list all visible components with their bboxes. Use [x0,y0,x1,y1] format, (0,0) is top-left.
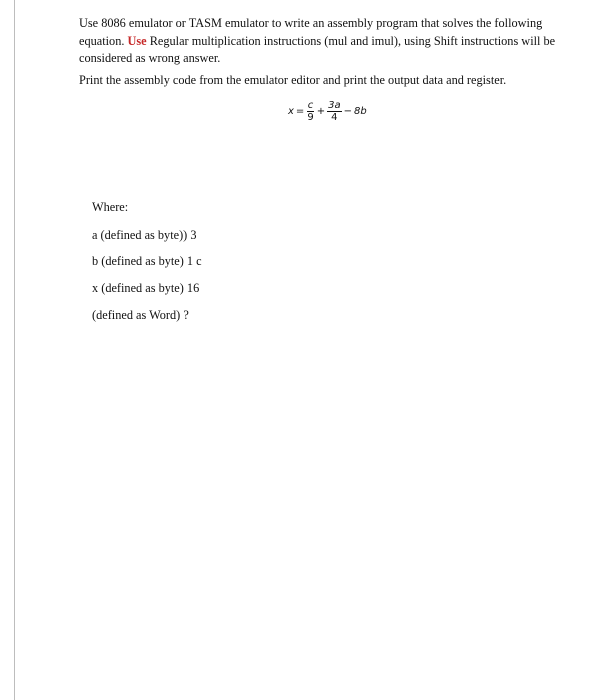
equation-plus: + [316,106,326,117]
equation-fraction-2 [327,100,342,123]
definition-b: b (defined as byte) 1 c [92,254,202,268]
fraction-2-denominator: 4 [331,112,338,123]
fraction-1-numerator: c [307,100,314,111]
fraction-2-numerator: 3a [328,100,341,111]
equation [288,100,367,123]
equation-minus: − [343,106,352,117]
intro-text-2: Regular multiplication instructions (mul and imul), using Shift instructions will be considered as wrong answer. [79,33,556,65]
intro-paragraph [79,15,579,68]
where-label: Where: [92,200,129,214]
definition-a: a (defined as byte)) 3 [92,228,197,242]
equation-equals: = [295,106,305,117]
print-instruction: Print the assembly code from the emulator editor and print the output data and register. [79,73,507,87]
equation-fraction-1 [306,100,314,123]
equation-term-3: 8b [353,106,367,117]
document-page [14,0,605,700]
intro-text-1: Use 8086 emulator or TASM emulator to write an assembly program that solves the following equation. [79,16,543,48]
definition-x: x (defined as byte) 16 [92,281,200,295]
intro-highlight: Use [127,33,147,48]
equation-lhs: x [288,106,294,117]
fraction-1-denominator: 9 [307,112,314,123]
definition-word: (defined as Word) ? [92,308,189,322]
